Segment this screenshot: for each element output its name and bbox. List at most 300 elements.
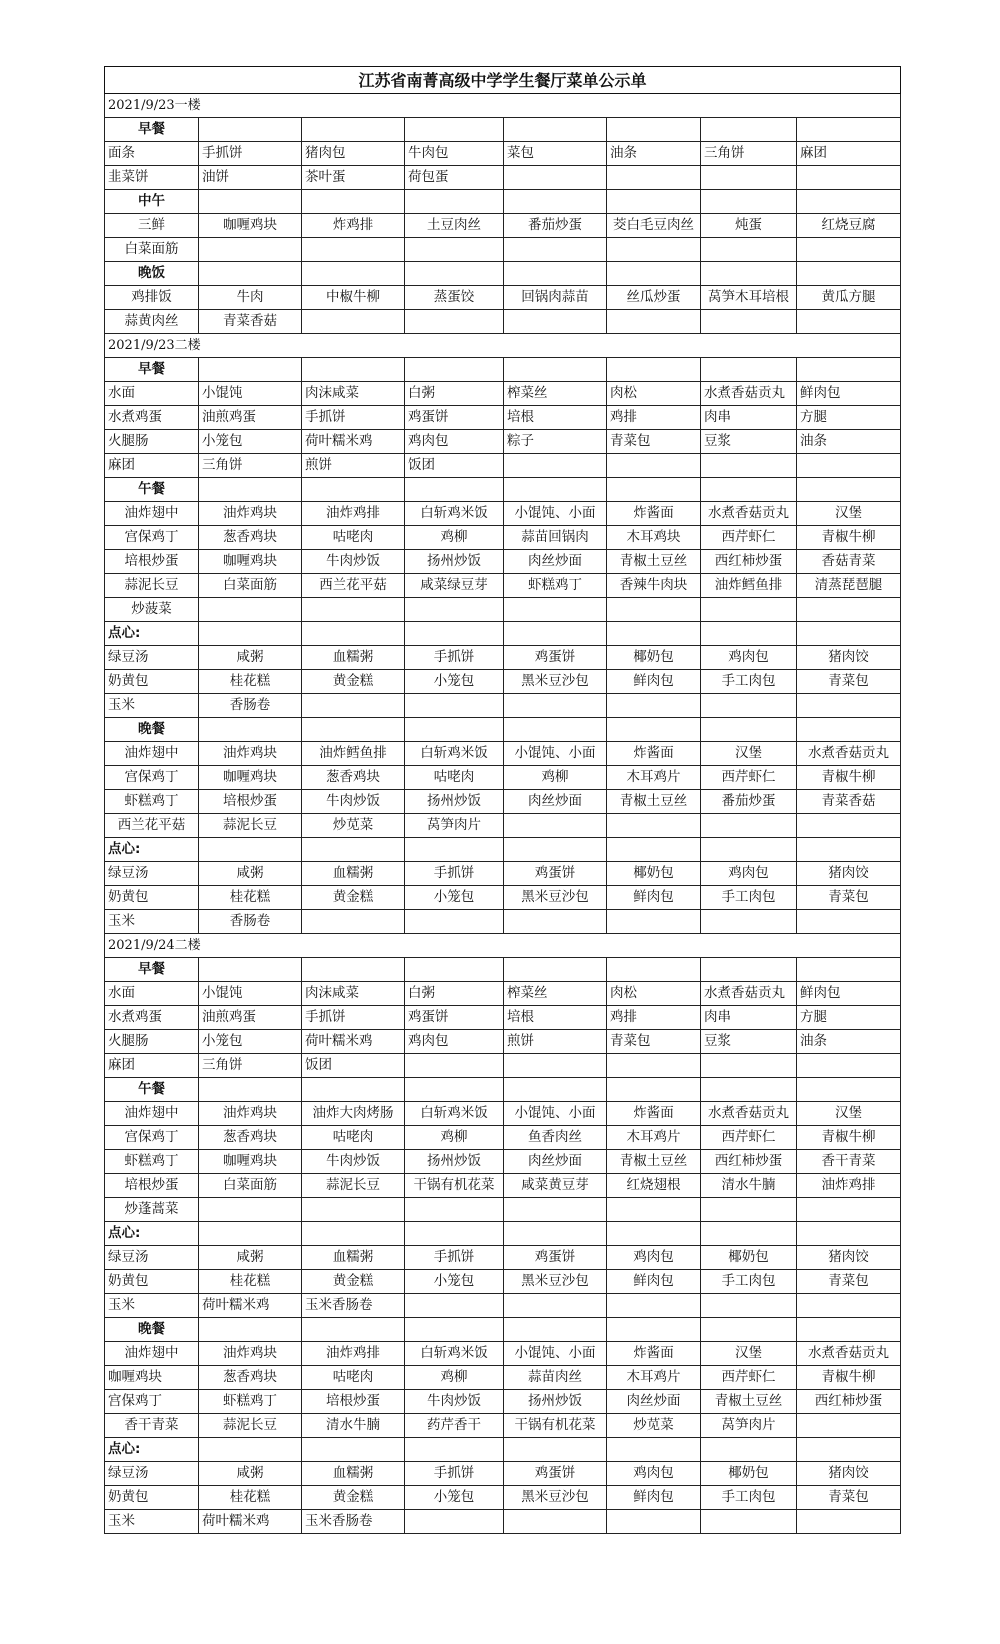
menu-row xyxy=(105,694,901,718)
dish-cell: 椰奶包 xyxy=(701,1462,797,1486)
dish-cell: 荷叶糯米鸡 xyxy=(199,1294,302,1318)
empty-cell xyxy=(701,1078,797,1102)
snack-label: 点心: xyxy=(105,1222,199,1246)
dish-cell: 油炸翅中 xyxy=(105,1342,199,1366)
dish-cell: 鲜肉包 xyxy=(797,982,901,1006)
dish-cell: 血糯粥 xyxy=(302,1246,405,1270)
empty-cell xyxy=(504,190,607,214)
menu-row xyxy=(105,1006,901,1030)
empty-cell xyxy=(302,718,405,742)
dish-cell: 椰奶包 xyxy=(701,1246,797,1270)
dish-cell xyxy=(504,694,607,718)
dish-cell: 水面 xyxy=(105,982,199,1006)
dish-cell xyxy=(607,166,701,190)
dish-cell: 炒蓬蒿菜 xyxy=(105,1198,199,1222)
dish-cell: 丝瓜炒蛋 xyxy=(607,286,701,310)
dish-cell: 小馄饨、小面 xyxy=(504,502,607,526)
dish-cell: 小笼包 xyxy=(405,1270,504,1294)
empty-cell xyxy=(199,1078,302,1102)
meal-label: 午餐 xyxy=(105,478,199,502)
dish-cell: 油炸翅中 xyxy=(105,1102,199,1126)
dish-cell: 猪肉饺 xyxy=(797,1246,901,1270)
menu-row xyxy=(105,454,901,478)
empty-cell xyxy=(607,478,701,502)
dish-cell: 鸡蛋饼 xyxy=(504,646,607,670)
dish-cell: 宫保鸡丁 xyxy=(105,766,199,790)
empty-cell xyxy=(607,1318,701,1342)
empty-cell xyxy=(701,1438,797,1462)
meal-header-row xyxy=(105,1318,901,1342)
dish-cell xyxy=(199,1198,302,1222)
empty-cell xyxy=(405,718,504,742)
dish-cell: 肉沫咸菜 xyxy=(302,982,405,1006)
menu-row xyxy=(105,1150,901,1174)
empty-cell xyxy=(607,1078,701,1102)
dish-cell xyxy=(797,814,901,838)
dish-cell: 三鲜 xyxy=(105,214,199,238)
date-label: 2021/9/23二楼 xyxy=(105,334,901,358)
dish-cell xyxy=(797,1510,901,1534)
empty-cell xyxy=(405,118,504,142)
dish-cell: 手抓饼 xyxy=(199,142,302,166)
menu-row xyxy=(105,166,901,190)
dish-cell: 番茄炒蛋 xyxy=(701,790,797,814)
menu-row xyxy=(105,142,901,166)
menu-row xyxy=(105,502,901,526)
dish-cell: 香辣牛肉块 xyxy=(607,574,701,598)
dish-cell: 油炸鳕鱼排 xyxy=(302,742,405,766)
dish-cell: 三角饼 xyxy=(199,454,302,478)
dish-cell: 西红柿炒蛋 xyxy=(701,1150,797,1174)
empty-cell xyxy=(405,1222,504,1246)
empty-cell xyxy=(199,1318,302,1342)
meal-label: 晚饭 xyxy=(105,262,199,286)
dish-cell xyxy=(607,598,701,622)
empty-cell xyxy=(607,118,701,142)
menu-row xyxy=(105,526,901,550)
snack-header-row xyxy=(105,838,901,862)
menu-row xyxy=(105,310,901,334)
menu-row xyxy=(105,742,901,766)
dish-cell: 黄金糕 xyxy=(302,670,405,694)
dish-cell: 小馄饨 xyxy=(199,382,302,406)
dish-cell: 方腿 xyxy=(797,1006,901,1030)
menu-row xyxy=(105,382,901,406)
dish-cell: 鸡肉包 xyxy=(405,430,504,454)
empty-cell xyxy=(302,622,405,646)
dish-cell: 中椒牛柳 xyxy=(302,286,405,310)
dish-cell: 榨菜丝 xyxy=(504,982,607,1006)
dish-cell: 油炸翅中 xyxy=(105,502,199,526)
dish-cell: 咖喱鸡块 xyxy=(199,766,302,790)
dish-cell xyxy=(405,598,504,622)
dish-cell xyxy=(607,1198,701,1222)
dish-cell xyxy=(701,166,797,190)
dish-cell xyxy=(199,598,302,622)
menu-row xyxy=(105,1414,901,1438)
dish-cell: 咸粥 xyxy=(199,646,302,670)
date-label: 2021/9/24二楼 xyxy=(105,934,901,958)
empty-cell xyxy=(701,1318,797,1342)
empty-cell xyxy=(797,622,901,646)
dish-cell: 白菜面筋 xyxy=(199,1174,302,1198)
dish-cell: 肉松 xyxy=(607,382,701,406)
dish-cell xyxy=(405,694,504,718)
menu-table xyxy=(104,66,901,1534)
dish-cell: 面条 xyxy=(105,142,199,166)
menu-row xyxy=(105,1174,901,1198)
dish-cell: 油条 xyxy=(607,142,701,166)
date-row xyxy=(105,934,901,958)
dish-cell: 鲜肉包 xyxy=(607,1486,701,1510)
menu-row xyxy=(105,814,901,838)
menu-row xyxy=(105,238,901,262)
dish-cell: 椰奶包 xyxy=(607,862,701,886)
dish-cell xyxy=(607,814,701,838)
dish-cell: 油煎鸡蛋 xyxy=(199,1006,302,1030)
dish-cell: 油炸鸡块 xyxy=(199,1102,302,1126)
empty-cell xyxy=(405,1318,504,1342)
dish-cell: 玉米 xyxy=(105,694,199,718)
meal-header-row xyxy=(105,118,901,142)
dish-cell: 桂花糕 xyxy=(199,670,302,694)
dish-cell xyxy=(302,694,405,718)
dish-cell: 鸡蛋饼 xyxy=(504,1246,607,1270)
dish-cell: 猪肉饺 xyxy=(797,862,901,886)
dish-cell: 扬州炒饭 xyxy=(504,1390,607,1414)
snack-header-row xyxy=(105,1222,901,1246)
dish-cell: 干锅有机花菜 xyxy=(405,1174,504,1198)
dish-cell: 豆浆 xyxy=(701,1030,797,1054)
dish-cell: 鲜肉包 xyxy=(797,382,901,406)
dish-cell: 咕咾肉 xyxy=(405,766,504,790)
menu-row xyxy=(105,214,901,238)
dish-cell: 小笼包 xyxy=(199,430,302,454)
dish-cell: 葱香鸡块 xyxy=(199,526,302,550)
dish-cell xyxy=(701,1198,797,1222)
empty-cell xyxy=(797,358,901,382)
empty-cell xyxy=(199,118,302,142)
dish-cell xyxy=(607,454,701,478)
dish-cell xyxy=(607,238,701,262)
dish-cell xyxy=(607,1294,701,1318)
dish-cell xyxy=(504,910,607,934)
dish-cell: 香菇青菜 xyxy=(797,550,901,574)
dish-cell xyxy=(405,1510,504,1534)
menu-row xyxy=(105,1342,901,1366)
menu-row xyxy=(105,1462,901,1486)
dish-cell: 白菜面筋 xyxy=(199,574,302,598)
dish-cell: 绿豆汤 xyxy=(105,646,199,670)
dish-cell: 菜包 xyxy=(504,142,607,166)
dish-cell: 牛肉炒饭 xyxy=(302,1150,405,1174)
dish-cell: 炖蛋 xyxy=(701,214,797,238)
dish-cell: 清水牛腩 xyxy=(701,1174,797,1198)
meal-label: 晚餐 xyxy=(105,1318,199,1342)
empty-cell xyxy=(701,622,797,646)
dish-cell: 蒜泥长豆 xyxy=(105,574,199,598)
dish-cell: 肉丝炒面 xyxy=(504,550,607,574)
dish-cell: 白粥 xyxy=(405,382,504,406)
dish-cell: 青椒牛柳 xyxy=(797,1366,901,1390)
empty-cell xyxy=(504,118,607,142)
dish-cell: 蒜苗肉丝 xyxy=(504,1366,607,1390)
dish-cell xyxy=(607,694,701,718)
empty-cell xyxy=(199,1438,302,1462)
dish-cell: 西兰花平菇 xyxy=(302,574,405,598)
dish-cell: 红烧翅根 xyxy=(607,1174,701,1198)
dish-cell: 咸粥 xyxy=(199,862,302,886)
dish-cell: 桂花糕 xyxy=(199,886,302,910)
dish-cell xyxy=(405,238,504,262)
menu-row xyxy=(105,1294,901,1318)
dish-cell: 桂花糕 xyxy=(199,1270,302,1294)
empty-cell xyxy=(199,838,302,862)
dish-cell: 青菜包 xyxy=(607,430,701,454)
meal-label: 早餐 xyxy=(105,118,199,142)
dish-cell xyxy=(701,1054,797,1078)
dish-cell: 手抓饼 xyxy=(405,1462,504,1486)
dish-cell: 油炸鸡排 xyxy=(302,1342,405,1366)
dish-cell xyxy=(302,1198,405,1222)
dish-cell: 鸡肉包 xyxy=(607,1462,701,1486)
dish-cell: 牛肉炒饭 xyxy=(405,1390,504,1414)
dish-cell: 黑米豆沙包 xyxy=(504,670,607,694)
dish-cell: 油煎鸡蛋 xyxy=(199,406,302,430)
title-row xyxy=(105,67,901,94)
dish-cell xyxy=(607,310,701,334)
dish-cell: 咸菜黄豆芽 xyxy=(504,1174,607,1198)
dish-cell: 香干青菜 xyxy=(797,1150,901,1174)
dish-cell: 扬州炒饭 xyxy=(405,550,504,574)
dish-cell: 西红柿炒蛋 xyxy=(701,550,797,574)
menu-row xyxy=(105,406,901,430)
dish-cell: 葱香鸡块 xyxy=(199,1126,302,1150)
dish-cell: 培根 xyxy=(504,1006,607,1030)
empty-cell xyxy=(701,718,797,742)
dish-cell xyxy=(504,310,607,334)
empty-cell xyxy=(797,118,901,142)
dish-cell: 水煮香菇贡丸 xyxy=(797,742,901,766)
dish-cell: 鱼香肉丝 xyxy=(504,1126,607,1150)
empty-cell xyxy=(701,958,797,982)
dish-cell: 黑米豆沙包 xyxy=(504,1270,607,1294)
dish-cell: 鸡排 xyxy=(607,1006,701,1030)
dish-cell: 小馄饨、小面 xyxy=(504,1102,607,1126)
dish-cell: 手抓饼 xyxy=(405,862,504,886)
dish-cell: 煎饼 xyxy=(504,1030,607,1054)
dish-cell: 蒸蛋饺 xyxy=(405,286,504,310)
dish-cell: 香肠卷 xyxy=(199,694,302,718)
empty-cell xyxy=(199,262,302,286)
empty-cell xyxy=(607,1222,701,1246)
dish-cell: 咸粥 xyxy=(199,1462,302,1486)
dish-cell: 三角饼 xyxy=(199,1054,302,1078)
dish-cell xyxy=(797,238,901,262)
menu-row xyxy=(105,1102,901,1126)
empty-cell xyxy=(405,1438,504,1462)
menu-row xyxy=(105,1198,901,1222)
menu-row xyxy=(105,1246,901,1270)
empty-cell xyxy=(302,958,405,982)
snack-header-row xyxy=(105,622,901,646)
dish-cell: 蒜黄肉丝 xyxy=(105,310,199,334)
dish-cell: 鸡肉包 xyxy=(701,862,797,886)
dish-cell: 青菜香菇 xyxy=(199,310,302,334)
dish-cell: 青菜包 xyxy=(607,1030,701,1054)
menu-row xyxy=(105,1030,901,1054)
dish-cell: 青菜包 xyxy=(797,886,901,910)
menu-row xyxy=(105,766,901,790)
dish-cell: 油炸大肉烤肠 xyxy=(302,1102,405,1126)
empty-cell xyxy=(797,838,901,862)
dish-cell: 猪肉包 xyxy=(302,142,405,166)
dish-cell: 蒜泥长豆 xyxy=(199,1414,302,1438)
dish-cell: 油炸鸡排 xyxy=(797,1174,901,1198)
dish-cell: 鸡排 xyxy=(607,406,701,430)
empty-cell xyxy=(302,1318,405,1342)
menu-row xyxy=(105,670,901,694)
dish-cell: 木耳鸡片 xyxy=(607,1366,701,1390)
dish-cell: 西芹虾仁 xyxy=(701,766,797,790)
dish-cell: 木耳鸡片 xyxy=(607,1126,701,1150)
dish-cell: 水煮香菇贡丸 xyxy=(701,382,797,406)
empty-cell xyxy=(504,1438,607,1462)
empty-cell xyxy=(701,478,797,502)
dish-cell: 香干青菜 xyxy=(105,1414,199,1438)
dish-cell: 肉丝炒面 xyxy=(504,790,607,814)
dish-cell: 葱香鸡块 xyxy=(302,766,405,790)
dish-cell: 清水牛腩 xyxy=(302,1414,405,1438)
empty-cell xyxy=(504,1222,607,1246)
dish-cell: 炒苋菜 xyxy=(607,1414,701,1438)
empty-cell xyxy=(701,262,797,286)
dish-cell xyxy=(797,1054,901,1078)
meal-label: 晚餐 xyxy=(105,718,199,742)
dish-cell: 水面 xyxy=(105,382,199,406)
dish-cell xyxy=(405,910,504,934)
dish-cell: 水煮鸡蛋 xyxy=(105,406,199,430)
menu-row xyxy=(105,1270,901,1294)
dish-cell: 奶黄包 xyxy=(105,1270,199,1294)
date-row xyxy=(105,334,901,358)
menu-row xyxy=(105,598,901,622)
dish-cell: 手抓饼 xyxy=(405,646,504,670)
dish-cell xyxy=(607,1510,701,1534)
dish-cell: 炒苋菜 xyxy=(302,814,405,838)
dish-cell: 咖喱鸡块 xyxy=(105,1366,199,1390)
dish-cell: 牛肉炒饭 xyxy=(302,790,405,814)
empty-cell xyxy=(504,1078,607,1102)
dish-cell: 土豆肉丝 xyxy=(405,214,504,238)
dish-cell xyxy=(701,238,797,262)
empty-cell xyxy=(405,838,504,862)
dish-cell: 青菜包 xyxy=(797,670,901,694)
dish-cell: 油条 xyxy=(797,430,901,454)
empty-cell xyxy=(701,358,797,382)
dish-cell: 手抓饼 xyxy=(302,406,405,430)
dish-cell: 虾糕鸡丁 xyxy=(105,1150,199,1174)
menu-row xyxy=(105,910,901,934)
menu-row xyxy=(105,1126,901,1150)
dish-cell: 绿豆汤 xyxy=(105,1246,199,1270)
dish-cell: 白斩鸡米饭 xyxy=(405,742,504,766)
dish-cell xyxy=(504,1198,607,1222)
dish-cell xyxy=(701,694,797,718)
dish-cell: 麻团 xyxy=(105,454,199,478)
dish-cell: 水煮香菇贡丸 xyxy=(701,502,797,526)
dish-cell: 白斩鸡米饭 xyxy=(405,502,504,526)
menu-row xyxy=(105,1486,901,1510)
menu-row xyxy=(105,286,901,310)
meal-header-row xyxy=(105,958,901,982)
dish-cell: 咕咾肉 xyxy=(302,526,405,550)
dish-cell: 方腿 xyxy=(797,406,901,430)
empty-cell xyxy=(504,958,607,982)
dish-cell: 白斩鸡米饭 xyxy=(405,1102,504,1126)
dish-cell: 榨菜丝 xyxy=(504,382,607,406)
empty-cell xyxy=(405,358,504,382)
dish-cell: 油炸鸡块 xyxy=(199,742,302,766)
dish-cell: 鲜肉包 xyxy=(607,670,701,694)
dish-cell: 蒜泥长豆 xyxy=(199,814,302,838)
dish-cell: 葱香鸡块 xyxy=(199,1366,302,1390)
menu-row xyxy=(105,1510,901,1534)
menu-row xyxy=(105,550,901,574)
dish-cell: 鸡蛋饼 xyxy=(504,862,607,886)
empty-cell xyxy=(504,1318,607,1342)
dish-cell: 白斩鸡米饭 xyxy=(405,1342,504,1366)
dish-cell: 木耳鸡片 xyxy=(607,766,701,790)
dish-cell: 青椒牛柳 xyxy=(797,1126,901,1150)
empty-cell xyxy=(302,838,405,862)
dish-cell xyxy=(504,1054,607,1078)
dish-cell: 炸酱面 xyxy=(607,1342,701,1366)
dish-cell: 牛肉炒饭 xyxy=(302,550,405,574)
dish-cell: 西兰花平菇 xyxy=(105,814,199,838)
dish-cell: 油条 xyxy=(797,1030,901,1054)
dish-cell: 培根炒蛋 xyxy=(302,1390,405,1414)
meal-label: 中午 xyxy=(105,190,199,214)
dish-cell: 黑米豆沙包 xyxy=(504,1486,607,1510)
meal-header-row xyxy=(105,358,901,382)
empty-cell xyxy=(302,1438,405,1462)
dish-cell: 煎饼 xyxy=(302,454,405,478)
dish-cell: 青椒土豆丝 xyxy=(607,1150,701,1174)
dish-cell: 虾糕鸡丁 xyxy=(199,1390,302,1414)
dish-cell: 扬州炒饭 xyxy=(405,790,504,814)
dish-cell xyxy=(701,454,797,478)
dish-cell: 西芹虾仁 xyxy=(701,1126,797,1150)
dish-cell: 蒜苗回锅肉 xyxy=(504,526,607,550)
dish-cell: 咕咾肉 xyxy=(302,1126,405,1150)
dish-cell: 咸菜绿豆芽 xyxy=(405,574,504,598)
menu-sheet xyxy=(104,66,900,1534)
dish-cell: 黄金糕 xyxy=(302,1270,405,1294)
dish-cell: 牛肉包 xyxy=(405,142,504,166)
dish-cell: 黄瓜方腿 xyxy=(797,286,901,310)
dish-cell: 玉米香肠卷 xyxy=(302,1294,405,1318)
empty-cell xyxy=(504,622,607,646)
dish-cell: 西芹虾仁 xyxy=(701,526,797,550)
dish-cell xyxy=(302,598,405,622)
dish-cell: 白粥 xyxy=(405,982,504,1006)
empty-cell xyxy=(405,262,504,286)
empty-cell xyxy=(302,478,405,502)
dish-cell: 奶黄包 xyxy=(105,886,199,910)
dish-cell: 肉串 xyxy=(701,406,797,430)
dish-cell xyxy=(797,454,901,478)
